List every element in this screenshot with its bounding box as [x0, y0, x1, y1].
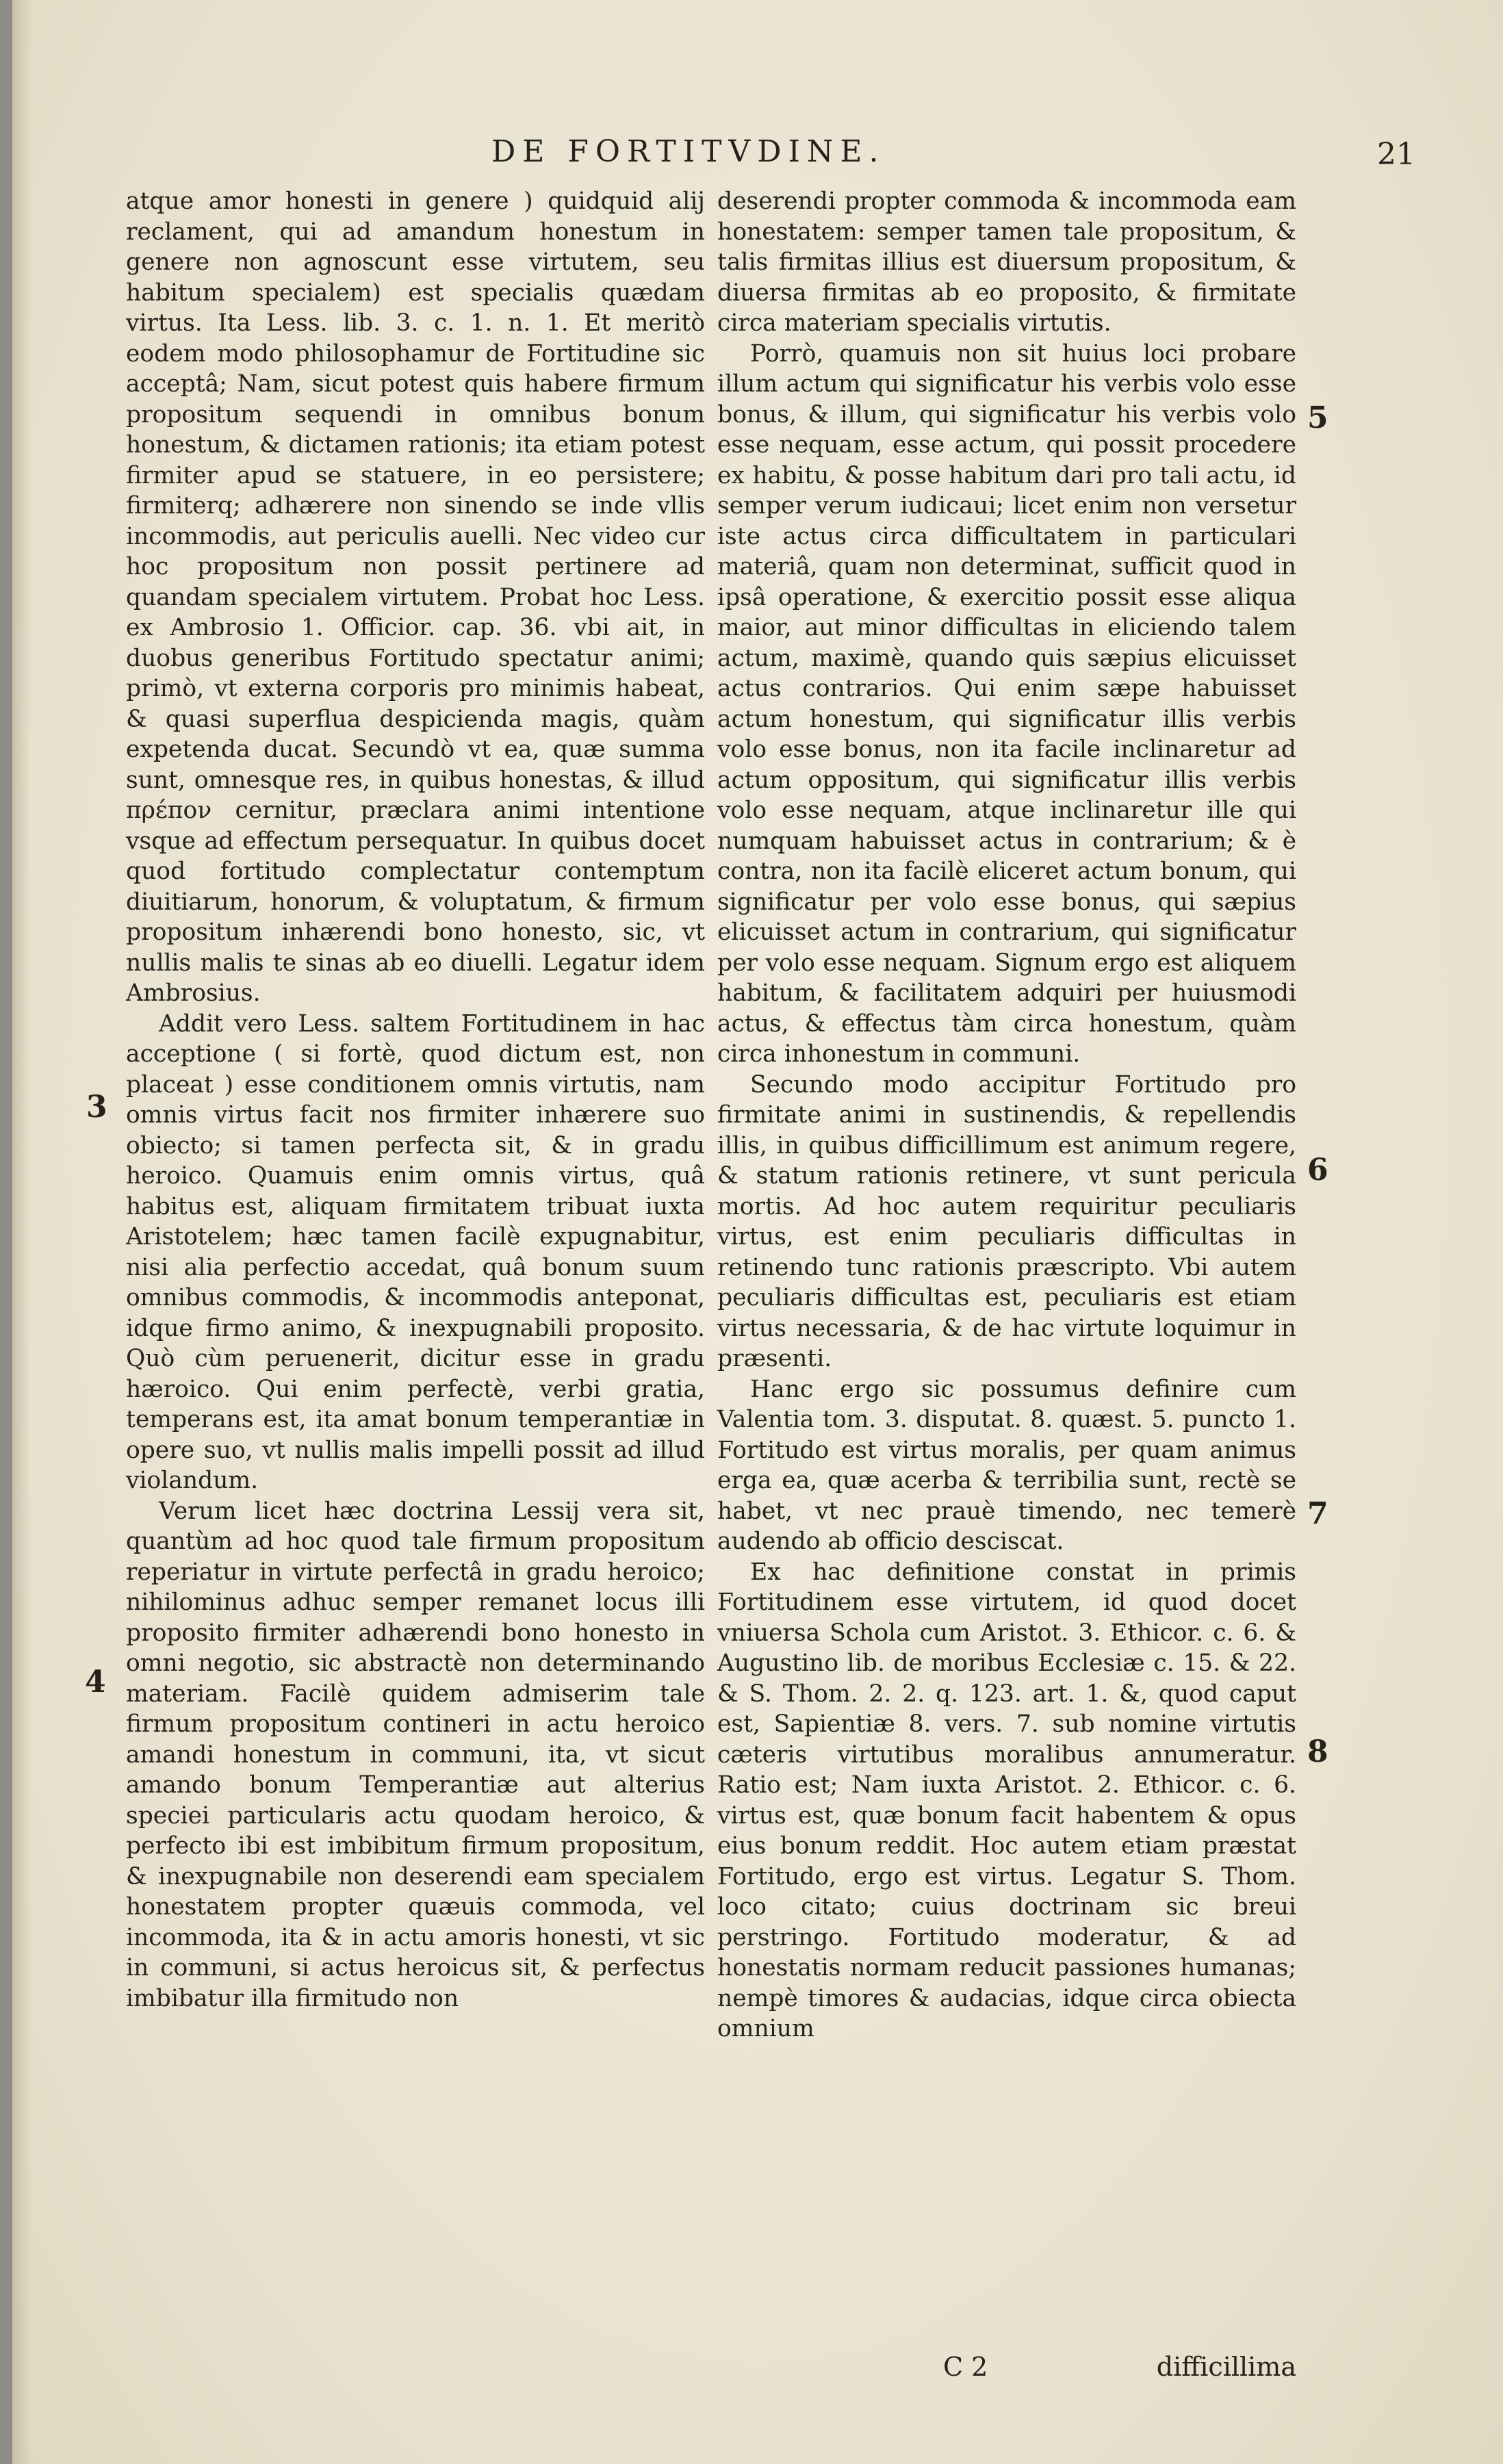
- left-column: [126, 186, 705, 2014]
- paragraph-number: 5: [1307, 400, 1328, 435]
- paragraph: Hanc ergo sic possumus definire cum Valentia tom. 3. disputat. 8. quæst. 5. puncto 1. Fortitudo est virtus moralis, per quam animus erga ea, quæ acerba & terribilia sunt, rectè se habet, vt nec prauè timendo, nec temerè audendo ab officio desciscat.: [717, 1375, 1296, 1555]
- paragraph-number: 7: [1307, 1496, 1328, 1531]
- right-column: [717, 186, 1296, 2044]
- paragraph: Addit vero Less. saltem Fortitudinem in hac acceptione ( si fortè, quod dictum est, non placeat ) esse conditionem omnis virtutis, nam omnis virtus facit nos firmiter inhærere suo obiecto; si tamen perfecta sit, & in gradu heroico. Quamuis enim omnis virtus, quâ habitus est, aliquam firmitatem tribuat iuxta Aristotelem; hæc tamen facilè expugnabitur, nisi alia perfectio accedat, quâ bonum suum omnibus commodis, & incommodis anteponat, idque firmo animo, & inexpugnabili proposito. Quò cùm peruenerit, dicitur esse in gradu hæroico. Qui enim perfectè, verbi gratia, temperans est, ita amat bonum temperantiæ in opere suo, vt nullis malis impelli possit ad illud violandum.: [126, 1010, 705, 1494]
- paragraph: Secundo modo accipitur Fortitudo pro firmitate animi in sustinendis, & repellendis illis, in quibus difficillimum est animum regere, & statum rationis retinere, vt sunt pericula mortis. Ad hoc autem requiritur peculiaris virtus, est enim peculiaris difficultas in retinendo tunc rationis præscripto. Vbi autem peculiaris difficultas est, peculiaris est etiam virtus necessaria, & de hac virtute loquimur in præsenti.: [717, 1070, 1296, 1372]
- page-header: [12, 134, 1503, 175]
- paragraph: Porrò, quamuis non sit huius loci probare illum actum qui significatur his verbis volo esse bonus, & illum, qui significatur his verbis volo esse nequam, esse actum, qui possit procedere ex habitu, & posse habitum dari pro tali actu, id semper verum iudicaui; licet enim non versetur iste actus circa difficultatem in particulari materiâ, quam non determinat, sufficit quod in ipsâ operatione, & exercitio possit esse aliqua maior, aut minor difficultas in eliciendo talem actum, maximè, quando quis sæpius elicuisset actus contrarios. Qui enim sæpe habuisset actum honestum, qui significatur illis verbis volo esse bonus, non ita facile inclinaretur ad actum oppositum, qui significatur illis verbis volo esse nequam, atque inclinaretur ille qui numquam habuisset actus in contrarium; & è contra, non ita facilè eliceret actum bonum, qui significatur per volo esse bonus, qui sæpius elicuisset actum in contrarium, qui significatur per volo esse nequam. Signum ergo est aliquem habitum, & facilitatem adquiri per huiusmodi actus, & effectus tàm circa honestum, quàm circa inhonestum in communi.: [717, 339, 1296, 1068]
- book-page: [12, 0, 1503, 2464]
- paragraph-number: 8: [1307, 1734, 1328, 1769]
- paragraph: deserendi propter commoda & incommoda eam honestatem: semper tamen tale propositum, & talis firmitas illius est diuersum propositum, & diuersa firmitas ab eo proposito, & firmitate circa materiam specialis virtutis.: [717, 188, 1296, 337]
- page-footer: [717, 2352, 1296, 2386]
- paragraph: Ex hac definitione constat in primis Fortitudinem esse virtutem, id quod docet vniuersa Schola cum Aristot. 3. Ethicor. c. 6. & Augustino lib. de moribus Ecclesiæ c. 15. & 22. & S. Thom. 2. 2. q. 123. art. 1. &, quod caput est, Sapientiæ 8. vers. 7. sub nomine virtutis cæteris virtutibus moralibus annumeratur. Ratio est; Nam iuxta Aristot. 2. Ethicor. c. 6. virtus est, quæ bonum facit habentem & opus eius bonum reddit. Hoc autem etiam præstat Fortitudo, ergo est virtus. Legatur S. Thom. loco citato; cuius doctrinam sic breui perstringo. Fortitudo moderatur, & ad honestatis normam reducit passiones humanas; nempè timores & audacias, idque circa obiecta omnium: [717, 1558, 1296, 2042]
- catchword: difficillima: [1156, 2352, 1296, 2382]
- paragraph-number: 6: [1307, 1153, 1328, 1188]
- paragraph-number: 3: [86, 1090, 107, 1125]
- signature-mark: C 2: [943, 2352, 988, 2382]
- paragraph: Verum licet hæc doctrina Lessij vera sit, quantùm ad hoc quod tale firmum propositum reperiatur in virtute perfectâ in gradu heroico; nihilominus adhuc semper remanet locus illi proposito firmiter adhærendi bono honesto in omni negotio, sic abstractè non determinando materiam. Facilè quidem admiserim tale firmum propositum contineri in actu heroico amandi honestum in communi, ita, vt sicut amando bonum Temperantiæ aut alterius speciei particularis actu quodam heroico, & perfecto ibi est imbibitum firmum propositum, & inexpugnabile non deserendi eam specialem honestatem propter quæuis commoda, vel incommoda, ita & in actu amoris honesti, vt sic in communi, si actus heroicus sit, & perfectus imbibatur illa firmitudo non: [126, 1497, 705, 2012]
- page-number: 21: [1377, 137, 1415, 172]
- paragraph-number: 4: [85, 1665, 106, 1699]
- paragraph: atque amor honesti in genere ) quidquid alij reclament, qui ad amandum honestum in genere non agnoscunt esse virtutem, seu habitum specialem) est specialis quædam virtus. Ita Less. lib. 3. c. 1. n. 1. Et meritò eodem modo philosophamur de Fortitudine sic acceptâ; Nam, sicut potest quis habere firmum propositum sequendi in omnibus bonum honestum, & dictamen rationis; ita etiam potest firmiter apud se statuere, in eo persistere; firmiterq; adhærere non sinendo se inde vllis incommodis, aut periculis auelli. Nec video cur hoc propositum non possit pertinere ad quandam specialem virtutem. Probat hoc Less. ex Ambrosio 1. Officior. cap. 36. vbi ait, in duobus generibus Fortitudo spectatur animi; primò, vt externa corporis pro minimis habeat, & quasi superflua despicienda magis, quàm expetenda ducat. Secundò vt ea, quæ summa sunt, omnesque res, in quibus honestas, & illud πρέπον cernitur, præclara animi intentione vsque ad effectum persequatur. In quibus docet quod fortitudo complectatur contemptum diuitiarum, honorum, & voluptatum, & firmum propositum inhærendi bono honesto, sic, vt nullis malis te sinas ab eo diuelli. Legatur idem Ambrosius.: [126, 188, 705, 1007]
- running-title: DE FORTITVDINE.: [491, 134, 886, 169]
